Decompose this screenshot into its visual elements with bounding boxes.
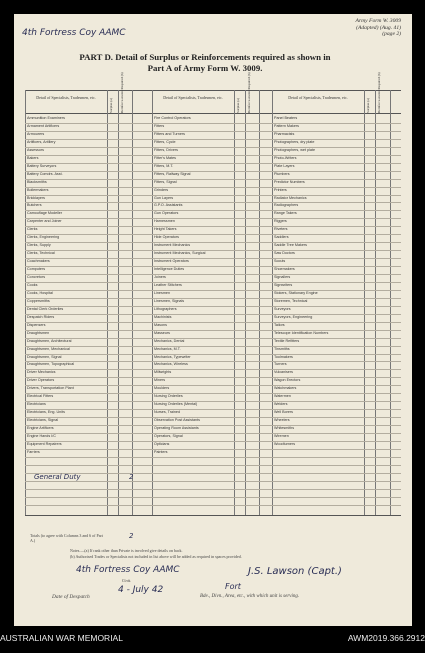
row-rule bbox=[25, 473, 401, 474]
table-cell-trade: Electrical Fitters bbox=[27, 394, 54, 399]
column-rule bbox=[390, 90, 391, 515]
table-cell-trade: Mechanics, M.T. bbox=[154, 346, 181, 351]
row-rule bbox=[25, 465, 401, 466]
table-cell-trade: Clerks, Technical bbox=[27, 251, 55, 256]
table-cell-trade: Fire Control Operators bbox=[154, 116, 191, 120]
row-rule bbox=[25, 505, 401, 506]
table-cell-trade: Riveters bbox=[274, 227, 288, 232]
table-cell-trade: Surveyors bbox=[274, 306, 291, 311]
table-cell-trade: Fitters and Turners bbox=[154, 131, 185, 136]
table-cell-trade: Pharmacists bbox=[274, 131, 295, 136]
column-rule bbox=[118, 90, 119, 515]
note-b: (b) Authorised Trades or Specialists not included in list above will be added as required in spaces provided. bbox=[70, 554, 242, 559]
table-cell-trade: Wagon Erectors bbox=[274, 378, 301, 383]
row-rule bbox=[25, 457, 401, 458]
table-cell-trade: Wiremen bbox=[274, 434, 289, 438]
table-cell-trade: Concretors bbox=[27, 275, 46, 279]
date-label: Date of Despatch bbox=[52, 594, 90, 600]
table-cell-trade: Observation Post Assistants bbox=[154, 418, 200, 423]
table-cell-trade: Printers bbox=[274, 187, 287, 192]
table-cell-trade: Draughtsmen, Mechanical bbox=[27, 346, 70, 351]
table-cell-trade: Opticians bbox=[154, 441, 170, 446]
table-cell-trade: Photo-Writers bbox=[274, 155, 297, 160]
table-cell-trade: Nursing Orderlies bbox=[154, 394, 183, 399]
table-cell-trade: Vulcanisers bbox=[274, 370, 293, 375]
handwritten-date: 4 - July 42 bbox=[118, 585, 164, 595]
table-cell-trade: Lithographers bbox=[154, 306, 177, 311]
table-cell-trade: Assessors bbox=[27, 147, 45, 152]
table-cell-trade: Hide Operators bbox=[154, 235, 180, 240]
table-cell-trade: Signwriters bbox=[274, 282, 293, 287]
table-cell-trade: Fitters, Drivers bbox=[154, 147, 178, 152]
table-cell-trade: Turners bbox=[274, 362, 287, 367]
title-line: PART D. Detail of Surplus or Reinforcements required as shown in bbox=[79, 52, 331, 62]
table-cell-trade: Nurses, Trained bbox=[154, 410, 181, 415]
header-surplus-label: Surplus (a) bbox=[109, 98, 113, 113]
table-cell-trade: Joiners bbox=[154, 275, 166, 279]
table-cell-trade: Equipment Repairers bbox=[27, 441, 62, 446]
table-cell-trade: Carpenter and Joiner bbox=[27, 219, 62, 224]
table-cell-trade: Bakers bbox=[27, 155, 39, 160]
table-cell-trade: Gun Layers bbox=[154, 195, 174, 200]
handwritten-reinf-count: 2 bbox=[129, 473, 134, 481]
table-cell-trade: Predictor Numbers bbox=[274, 179, 305, 184]
table-cell-trade: Cooks, Hospital bbox=[27, 290, 53, 295]
table-cell-trade: Wheelers bbox=[274, 418, 290, 423]
header-surplus-label: Surplus (a) bbox=[236, 98, 240, 113]
table-cell-trade: Driver Mechanics bbox=[27, 370, 56, 375]
table-cell-trade: Farriers bbox=[27, 449, 40, 454]
table-cell-trade: Engine Artificers bbox=[27, 426, 54, 431]
table-cell-trade: Grinders bbox=[154, 187, 169, 192]
title-line: Part A of Army Form W. 3009. bbox=[147, 62, 263, 73]
table-cell-trade: Armament Artificers bbox=[27, 123, 60, 128]
table-cell-trade: Tinsmiths bbox=[274, 346, 290, 351]
table-cell-trade: Linesmen, Signals bbox=[154, 298, 185, 303]
table-cell-trade: Boilermakers bbox=[27, 187, 49, 192]
handwritten-unit: 4th Fortress Coy AAMC bbox=[76, 565, 180, 575]
table-cell-trade: Nursing Orderlies (Mental) bbox=[154, 402, 198, 407]
signature: J.S. Lawson (Capt.) bbox=[248, 566, 342, 577]
table-cell-trade: Blacksmiths bbox=[27, 179, 47, 184]
unit-label: Unit. bbox=[122, 578, 132, 583]
table-cell-trade: Well Borers bbox=[274, 410, 293, 415]
table-cell-trade: Artificers, Artillery bbox=[27, 139, 56, 144]
table-cell-trade: Fitters, M.T. bbox=[154, 163, 174, 168]
table-cell-trade: Camouflage Modeller bbox=[27, 211, 63, 216]
table-cell-trade: Surveyors, Engineering bbox=[274, 314, 313, 319]
note-a: Notes.—(a) If rank other than Private is involved give details on back. bbox=[70, 548, 183, 553]
form-ref-line: (page 2) bbox=[382, 31, 401, 38]
table-cell-trade: Clerks, Supply bbox=[27, 243, 51, 248]
form-ref-line: (Adapted) (Aug. 41) bbox=[356, 24, 401, 31]
table-cell-trade: Mechanics, Wireless bbox=[154, 362, 188, 367]
table-cell-trade: Dispensers bbox=[27, 322, 46, 327]
table-cell-trade: Clerks, Engineering bbox=[27, 235, 60, 240]
table-cell-trade: Draughtsmen, Architectural bbox=[27, 338, 72, 343]
table-cell-trade: Electricians, Signal bbox=[27, 418, 59, 423]
column-rule bbox=[245, 90, 246, 515]
table-cell-trade: Ammunition Examiners bbox=[27, 116, 65, 120]
table-cell-trade: Fitters, Cycle bbox=[154, 139, 176, 144]
column-rule bbox=[152, 90, 153, 515]
table-cell-trade: Drivers, Transportation Plant bbox=[27, 386, 74, 391]
footer-accession: AWM2019.366.2912 bbox=[347, 633, 425, 643]
table-cell-trade: Driver Operators bbox=[27, 378, 55, 383]
table-header bbox=[25, 90, 401, 114]
totals-rule bbox=[25, 515, 401, 516]
footer-institution: AUSTRALIAN WAR MEMORIAL bbox=[0, 633, 123, 643]
table-cell-trade: Textile Refitters bbox=[274, 338, 300, 343]
table-cell-trade: Photographers, wet plate bbox=[274, 147, 315, 152]
table-cell-trade: Linesmen bbox=[154, 290, 170, 295]
table-cell-trade: Leather Stitchers bbox=[154, 282, 182, 287]
table-cell-trade: Tailors bbox=[274, 322, 285, 327]
table-cell-trade: Intelligence Duties bbox=[154, 267, 185, 272]
column-rule bbox=[234, 90, 235, 515]
totals-label: Totals (to agree with Columns 3 and 6 of Part A.) bbox=[30, 533, 103, 543]
table-cell-trade: Fitters, Signal bbox=[154, 179, 177, 184]
table-cell-trade: Electricians bbox=[27, 402, 46, 407]
table-cell-trade: Masons bbox=[154, 322, 167, 327]
handwritten-unit-top: 4th Fortress Coy AAMC bbox=[22, 28, 126, 38]
table-cell-trade: Plumbers bbox=[274, 171, 290, 176]
table-cell-trade: Masseurs bbox=[154, 330, 170, 335]
table-cell-trade: Cooks bbox=[27, 282, 38, 287]
table-cell-trade: Instrument Operators bbox=[154, 259, 189, 264]
table-cell-trade: Engine Hands I/C bbox=[27, 434, 56, 438]
table-cell-trade: Saddle Tree Makers bbox=[274, 243, 307, 248]
table-cell-trade: Armourers bbox=[27, 131, 45, 136]
column-rule bbox=[259, 90, 260, 515]
table-cell-trade: Battery Surveyors bbox=[27, 163, 57, 168]
table-cell-trade: Computers bbox=[27, 267, 46, 272]
table-cell-trade: G.P.O. Assistants bbox=[154, 203, 183, 208]
column-rule bbox=[132, 90, 133, 515]
row-rule bbox=[25, 481, 401, 482]
table-cell-trade: Millwrights bbox=[154, 370, 172, 375]
table-cell-trade: Instrument Mechanics bbox=[154, 243, 191, 248]
totals-value: 2 bbox=[129, 532, 134, 540]
table-cell-trade: Storemen, Technical bbox=[274, 298, 308, 303]
handwritten-place: Fort bbox=[225, 582, 241, 591]
table-cell-trade: Electricians, Eng. Units bbox=[27, 410, 65, 415]
table-cell-trade: Watchmakers bbox=[274, 386, 297, 391]
table-cell-trade: Range Takers bbox=[274, 211, 297, 216]
table-cell-trade: Radiator Mechanics bbox=[274, 195, 307, 200]
form-ref-line: Army Form W. 3009 bbox=[355, 18, 401, 24]
header-detail-label: Detail of Specialists, Tradesmen, etc. bbox=[36, 95, 96, 100]
table-cell-trade: Harnessmen bbox=[154, 219, 175, 224]
header-reinf-label: Reinforce-ments Required (b) bbox=[120, 72, 124, 113]
table-cell-trade: Draughtsmen, Topographical bbox=[27, 362, 75, 367]
table-cell-trade: Despatch Riders bbox=[27, 314, 55, 319]
table-cell-trade: Panel Beaters bbox=[274, 116, 298, 120]
table-cell-trade: Telescope Identification Numbers bbox=[274, 330, 329, 335]
table-cell-trade: Machinists bbox=[154, 314, 172, 319]
table-cell-trade: Whitesmiths bbox=[274, 426, 295, 431]
table-cell-trade: Fitters bbox=[154, 123, 165, 128]
table-cell-trade: Signallers bbox=[274, 275, 291, 279]
table-cell-trade: Shoemakers bbox=[274, 267, 295, 272]
table-cell-trade: Butchers bbox=[27, 203, 42, 208]
table-cell-trade: Dental Clerk Orderlies bbox=[27, 306, 64, 311]
table-cell-trade: Coppersmiths bbox=[27, 298, 50, 303]
table-cell-trade: Watermen bbox=[274, 394, 291, 399]
table-cell-trade: Coachmakers bbox=[27, 259, 50, 264]
header-detail-label: Detail of Specialists, Tradesmen, etc. bbox=[288, 95, 348, 100]
table-cell-trade: Miners bbox=[154, 378, 166, 383]
table-cell-trade: Riggers bbox=[274, 219, 287, 224]
table-cell-trade: Height Takers bbox=[154, 227, 177, 232]
header-detail-label: Detail of Specialists, Tradesmen, etc. bbox=[163, 95, 223, 100]
table-cell-trade: Saddlers bbox=[274, 235, 289, 240]
page-title bbox=[30, 52, 380, 73]
table-cell-trade: Mechanics, Dental bbox=[154, 338, 185, 343]
bde-label: Bde., Divn., Area, etc., with which unit is serving. bbox=[200, 594, 300, 599]
header-reinf-label: Reinforce-ments Required (b) bbox=[377, 72, 381, 113]
table-cell-trade: Battery Comdrs. Asst. bbox=[27, 171, 63, 176]
row-rule bbox=[25, 489, 401, 490]
table-cell-trade: Gun Operators bbox=[154, 211, 179, 216]
handwritten-general-duty: General Duty bbox=[34, 473, 81, 481]
table-cell-trade: Instrument Mechanics, Surgical bbox=[154, 251, 206, 256]
column-rule bbox=[272, 90, 273, 515]
table-cell-trade: Painters bbox=[154, 449, 168, 454]
table-cell-trade: Clerks bbox=[27, 227, 38, 232]
table-cell-trade: Draughtsmen bbox=[27, 330, 50, 335]
table-cell-trade: Woodturners bbox=[274, 441, 296, 446]
table-cell-trade: Fitter's Mates bbox=[154, 155, 177, 160]
table-cell-trade bbox=[274, 449, 363, 457]
table-cell-trade: Plate Layers bbox=[274, 163, 295, 168]
table-cell-trade: Moulders bbox=[154, 386, 170, 391]
column-rule bbox=[375, 90, 376, 515]
table-cell-trade: Saw Doctors bbox=[274, 251, 295, 256]
table-cell-trade: Photographers, dry plate bbox=[274, 139, 315, 144]
table-cell-trade: Stokers, Stationary Engine bbox=[274, 290, 318, 295]
table-cell-trade: Fitters, Railway Signal bbox=[154, 171, 191, 176]
table-cell-trade: Welders bbox=[274, 402, 288, 407]
table-cell-trade: Scouts bbox=[274, 259, 286, 264]
header-surplus-label: Surplus (a) bbox=[366, 98, 370, 113]
table-cell-trade: Operating Room Assistants bbox=[154, 426, 199, 431]
table-cell-trade: Bricklayers bbox=[27, 195, 46, 200]
header-reinf-label: Reinforce-ments Required (b) bbox=[247, 72, 251, 113]
column-rule bbox=[25, 90, 26, 515]
table-cell-trade: Mechanics, Typewriter bbox=[154, 354, 191, 359]
column-rule bbox=[364, 90, 365, 515]
table-cell-trade: Pattern Makers bbox=[274, 123, 300, 128]
column-rule bbox=[107, 90, 108, 515]
table-cell-trade: Toolmakers bbox=[274, 354, 293, 359]
table-cell-trade: Radiographers bbox=[274, 203, 299, 208]
form-reference bbox=[356, 18, 401, 38]
table-cell-trade: Operators, Signal bbox=[154, 434, 183, 438]
row-rule bbox=[25, 497, 401, 498]
table-cell-trade: Draughtsmen, Signal bbox=[27, 354, 62, 359]
